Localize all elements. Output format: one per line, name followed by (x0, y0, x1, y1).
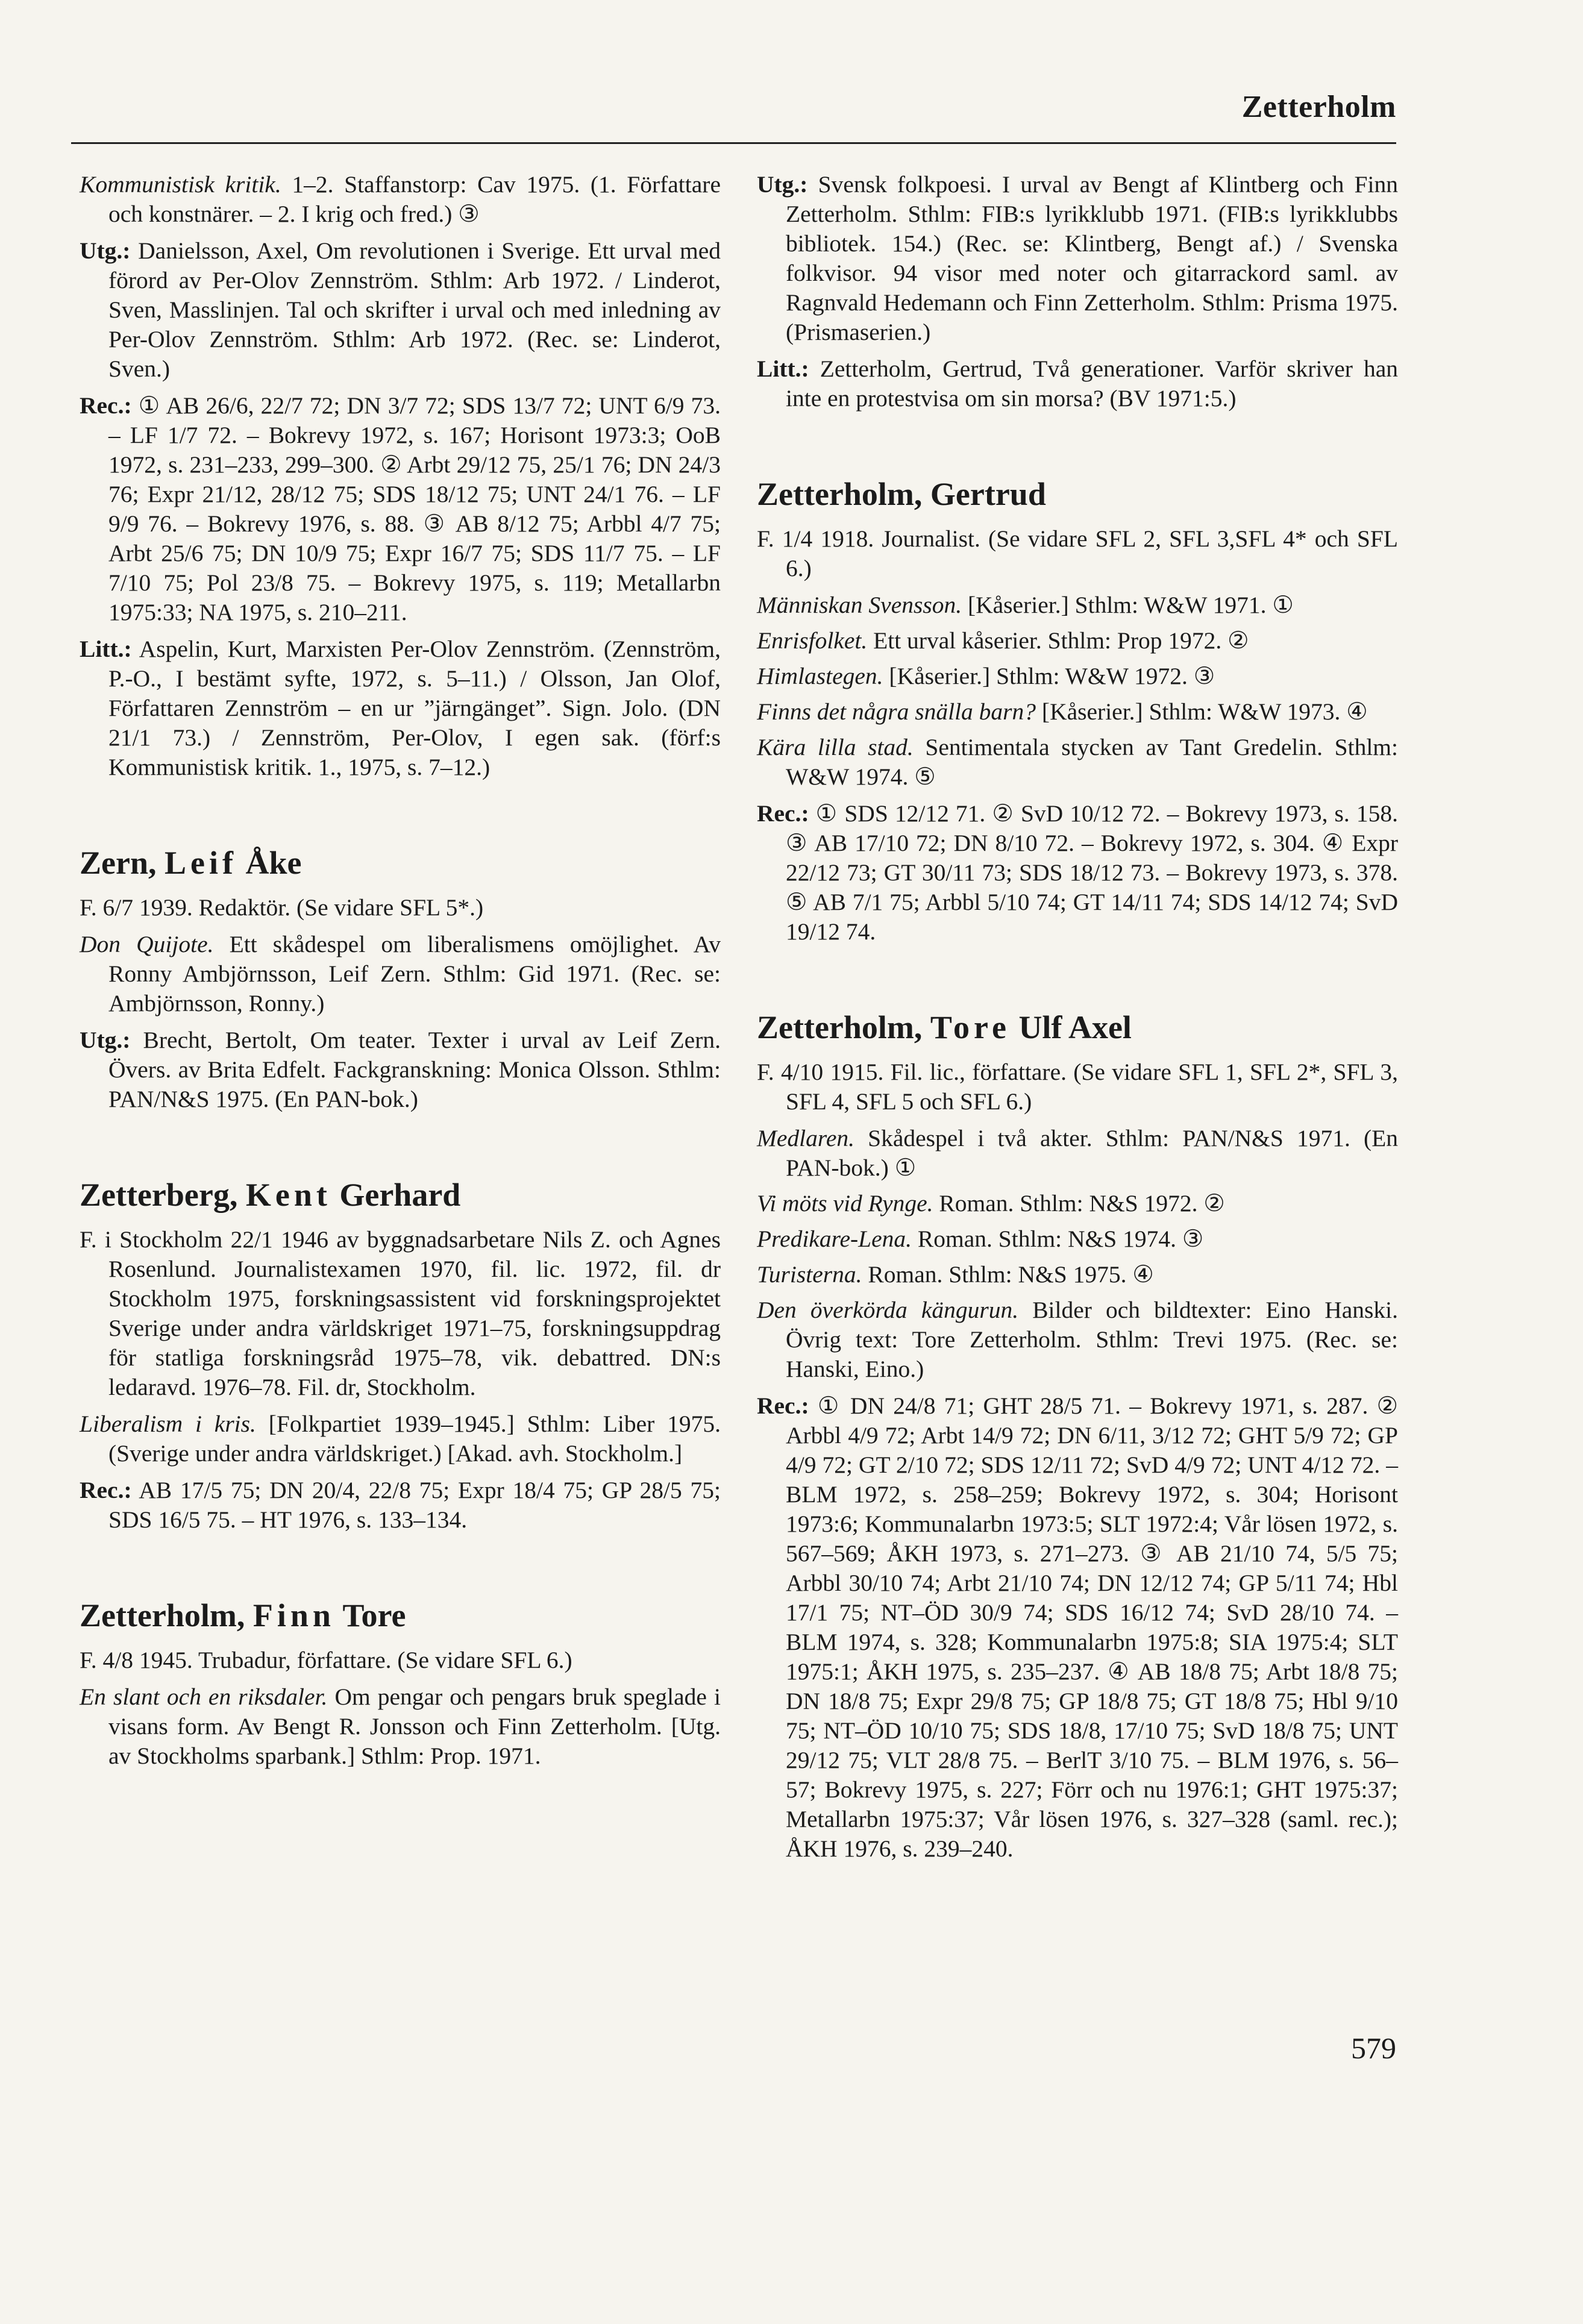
entry-text: Aspelin, Kurt, Marxisten Per-Olov Zennström. (Zennström, P.-O., I bestämt syfte, 1972, s. 5–11.) / Olsson, Jan Olof, Författaren Zennström – en ur ”järngänget”. Sign. Jolo. (DN 21/1 73.) / Zennström, Per-Olov, I egen sak. (förf:s Kommunistisk kritik. 1., 1975, s. 7–12.) (108, 636, 721, 780)
bib-entry (80, 236, 721, 384)
entry-text: Skådespel i två akter. Sthlm: PAN/N&S 1971. (En PAN-bok.) ① (786, 1125, 1398, 1181)
entry-label: Rec.: (757, 800, 809, 827)
author-heading-zetterberg (80, 1177, 721, 1213)
entry-title: Enrisfolket. (757, 627, 868, 654)
entry-text: F. 4/8 1945. Trubadur, författare. (Se vidare SFL 6.) (80, 1647, 572, 1673)
entry-title: Kära lilla stad. (757, 734, 914, 760)
entry-text: [Kåserier.] Sthlm: W&W 1971. ① (962, 592, 1294, 618)
entry-label: Litt.: (757, 355, 809, 382)
author-heading-gertrud: Zetterholm, Gertrud (757, 476, 1046, 512)
entry-title: Liberalism i kris. (80, 1411, 256, 1437)
author-given-spaced: Tore (930, 1009, 1011, 1045)
entry-text: F. 1/4 1918. Journalist. (Se vidare SFL 2, SFL 3,SFL 4* och SFL 6.) (757, 525, 1398, 581)
entry-text: Bilder och bildtexter: Eino Hanski. Övrig text: Tore Zetterholm. Sthlm: Trevi 1975. (Rec. se: Hanski, Eino.) (786, 1297, 1398, 1382)
bib-entry (757, 1295, 1398, 1384)
author-surname: Zern, (80, 845, 157, 881)
bib-entry (80, 1225, 721, 1402)
bib-entry (757, 626, 1398, 656)
author-surname: Zetterholm, (80, 1597, 245, 1633)
entry-title: Medlaren. (757, 1125, 854, 1151)
entry-label: Utg.: (757, 171, 808, 198)
author-given: Ulf Axel (1018, 1009, 1132, 1045)
author-given-spaced: Finn (252, 1597, 335, 1633)
bib-entry (757, 1260, 1398, 1289)
bib-entry (80, 930, 721, 1018)
entry-label: Rec.: (80, 1477, 132, 1503)
entry-text: AB 17/5 75; DN 20/4, 22/8 75; Expr 18/4 75; GP 28/5 75; SDS 16/5 75. – HT 1976, s. 133–134. (108, 1477, 721, 1533)
entry-title: Vi möts vid Rynge. (757, 1190, 933, 1217)
header-rule (71, 142, 1396, 144)
entry-text: Ett urval kåserier. Sthlm: Prop 1972. ② (867, 627, 1249, 654)
entry-title: Kommunistisk kritik. (80, 171, 281, 198)
entry-text: Roman. Sthlm: N&S 1974. ③ (912, 1226, 1204, 1252)
bib-entry (80, 391, 721, 627)
bib-entry (757, 170, 1398, 347)
entry-title: Turisterna. (757, 1261, 862, 1288)
entry-text: Roman. Sthlm: N&S 1972. ② (933, 1190, 1225, 1217)
author-given-spaced: Leif (165, 845, 237, 881)
entry-text: Ett skådespel om liberalismens omöjlighet. Av Ronny Ambjörnsson, Leif Zern. Sthlm: Gid 1971. (Rec. se: Ambjörnsson, Ronny.) (108, 931, 721, 1016)
entry-label: Utg.: (80, 1027, 131, 1053)
entry-title: Predikare-Lena. (757, 1226, 912, 1252)
entry-text: 1–2. Staffanstorp: Cav 1975. (1. Författare och konstnärer. – 2. I krig och fred.) ③ (108, 171, 721, 227)
entry-label: Utg.: (80, 237, 131, 264)
bib-entry (757, 1391, 1398, 1864)
entry-text: Roman. Sthlm: N&S 1975. ④ (862, 1261, 1154, 1288)
author-surname: Zetterholm, (757, 1009, 923, 1045)
entry-text: [Folkpartiet 1939–1945.] Sthlm: Liber 1975. (Sverige under andra världskriget.) [Akad. avh. Stockholm.] (108, 1411, 721, 1467)
entry-text: ① DN 24/8 71; GHT 28/5 71. – Bokrevy 1971, s. 287. ② Arbbl 4/9 72; Arbt 14/9 72; DN 6/11, 3/12 72; GHT 5/9 72; GP 4/9 72; GT 2/10 72; SDS 12/11 72; SvD 4/9 72; UNT 4/12 72. – BLM 1972, s. 258–259; Bokrevy 1972, s. 304; Horisont 1973:6; Kommunalarbn 1973:5; SLT 1972:4; Vår lösen 1972, s. 567–569; ÅKH 1973, s. 271–273. ③ AB 21/10 74, 5/5 75; Arbbl 30/10 74; Arbt 21/10 74; DN 12/12 74; GP 5/11 74; Hbl 17/1 75; NT–ÖD 30/9 74; SDS 16/12 74; SvD 28/10 74. – BLM 1974, s. 328; Kommunalarbn 1975:8; SIA 1975:4; SLT 1975:1; ÅKH 1975, s. 235–237. ④ AB 18/8 75; Arbt 18/8 75; DN 18/8 75; Expr 29/8 75; GP 18/8 75; GT 18/8 75; Hbl 9/10 75; NT–ÖD 10/10 75; SDS 18/8, 17/10 75; SvD 18/8 75; UNT 29/12 75; VLT 28/8 75. – BerlT 3/10 75. – BLM 1976, s. 56–57; Bokrevy 1975, s. 227; Förr och nu 1976:1; GHT 1975:37; Metallarbn 1975:37; Vår lösen 1976, s. 327–328 (saml. rec.); ÅKH 1976, s. 239–240. (786, 1392, 1398, 1862)
entry-label: Litt.: (80, 636, 132, 662)
entry-text: [Kåserier.] Sthlm: W&W 1973. ④ (1036, 698, 1368, 725)
entry-text: F. 4/10 1915. Fil. lic., författare. (Se vidare SFL 1, SFL 2*, SFL 3, SFL 4, SFL 5 och SFL 6.) (757, 1059, 1398, 1115)
entry-text: Om pengar och pengars bruk speglade i visans form. Av Bengt R. Jonsson och Finn Zetterholm. [Utg. av Stockholms sparbank.] Sthlm: Prop. 1971. (108, 1683, 721, 1769)
running-head: Zetterholm (1241, 90, 1396, 124)
entry-text: F. i Stockholm 22/1 1946 av byggnadsarbetare Nils Z. och Agnes Rosenlund. Journalistexamen 1970, fil. lic. 1972, fil. dr Stockholm 1975, forskningsassistent vid forskningsprojektet Sverige under andra världskriget 1971–75, forskningsuppdrag för statliga forskningsråd 1975–78, vik. debattred. DN:s ledaravd. 1976–78. Fil. dr, Stockholm. (80, 1226, 721, 1400)
entry-title: Himlastegen. (757, 663, 883, 689)
entry-text: [Kåserier.] Sthlm: W&W 1972. ③ (883, 663, 1215, 689)
author-heading-finn (80, 1597, 721, 1633)
entry-text: Brecht, Bertolt, Om teater. Texter i urval av Leif Zern. Övers. av Brita Edfelt. Fackgranskning: Monica Olsson. Sthlm: PAN/N&S 1975. (En PAN-bok.) (108, 1027, 721, 1112)
entry-text: Svensk folkpoesi. I urval av Bengt af Klintberg och Finn Zetterholm. Sthlm: FIB:s lyrikklubb 1971. (FIB:s lyrikklubbs bibliotek. 154.) (Rec. se: Klintberg, Bengt af.) / Svenska folkvisor. 94 visor med noter och gitarrackord saml. av Ragnvald Hedemann och Finn Zetterholm. Sthlm: Prisma 1975. (Prismaserien.) (786, 171, 1398, 345)
bib-entry (80, 170, 721, 229)
bib-entry (80, 1476, 721, 1535)
bib-entry (757, 354, 1398, 413)
entry-text: ① AB 26/6, 22/7 72; DN 3/7 72; SDS 13/7 72; UNT 6/9 73. – LF 1/7 72. – Bokrevy 1972, s. 167; Horisont 1973:3; OoB 1972, s. 231–233, 299–300. ② Arbt 29/12 75, 25/1 76; DN 24/3 76; Expr 21/12, 28/12 75; SDS 18/12 75; UNT 24/1 76. – LF 9/9 76. – Bokrevy 1976, s. 88. ③ AB 8/12 75; Arbbl 4/7 75; Arbt 25/6 75; DN 10/9 75; Expr 16/7 75; SDS 11/7 75. – LF 7/10 75; Pol 23/8 75. – Bokrevy 1975, s. 119; Metallarbn 1975:33; NA 1975, s. 210–211. (108, 392, 721, 625)
entry-title: Don Quijote. (80, 931, 214, 957)
bib-entry (80, 1409, 721, 1468)
bib-entry (757, 1124, 1398, 1183)
bib-entry (757, 733, 1398, 792)
entry-title: Den överkörda kängurun. (757, 1297, 1019, 1323)
bib-entry (80, 893, 721, 922)
left-column (80, 170, 721, 1778)
right-column (757, 170, 1398, 1871)
entry-title: Människan Svensson. (757, 592, 962, 618)
bib-entry (80, 1682, 721, 1771)
bib-entry (757, 1189, 1398, 1218)
bib-entry (757, 524, 1398, 583)
bib-entry (757, 1057, 1398, 1117)
bib-entry (757, 697, 1398, 727)
entry-title: Finns det några snälla barn? (757, 698, 1036, 725)
author-heading-tore (757, 1009, 1398, 1045)
entry-text: ① SDS 12/12 71. ② SvD 10/12 72. – Bokrevy 1973, s. 158. ③ AB 17/10 72; DN 8/10 72. – Bokrevy 1972, s. 304. ④ Expr 22/12 73; GT 30/11 73; SDS 18/12 73. – Bokrevy 1973, s. 378. ⑤ AB 7/1 75; Arbbl 5/10 74; GT 14/11 74; SDS 14/12 74; SvD 19/12 74. (786, 800, 1398, 945)
entry-text: Danielsson, Axel, Om revolutionen i Sverige. Ett urval med förord av Per-Olov Zennström. Sthlm: Arb 1972. / Linderot, Sven, Masslinjen. Tal och skrifter i urval och med inledning av Per-Olov Zennström. Sthlm: Arb 1972. (Rec. se: Linderot, Sven.) (108, 237, 721, 382)
entry-text: Sentimentala stycken av Tant Gredelin. Sthlm: W&W 1974. ⑤ (786, 734, 1398, 790)
entry-text: F. 6/7 1939. Redaktör. (Se vidare SFL 5*.) (80, 894, 484, 921)
bib-entry (80, 1646, 721, 1675)
author-given: Tore (342, 1597, 406, 1633)
entry-text: Zetterholm, Gertrud, Två generationer. Varför skriver han inte en protestvisa om sin morsa? (BV 1971:5.) (786, 355, 1398, 412)
entry-title: En slant och en riksdaler. (80, 1683, 328, 1710)
bib-entry (80, 1026, 721, 1114)
author-given: Gerhard (339, 1177, 461, 1213)
bib-entry (757, 590, 1398, 620)
entry-label: Rec.: (80, 392, 132, 419)
author-surname: Zetterberg, (80, 1177, 238, 1213)
author-given: Åke (245, 845, 302, 881)
page-number: 579 (1351, 2031, 1396, 2065)
bib-entry (80, 634, 721, 782)
bib-entry (757, 799, 1398, 947)
bib-entry (757, 662, 1398, 691)
bib-entry (757, 1224, 1398, 1254)
entry-label: Rec.: (757, 1392, 809, 1419)
author-given-spaced: Kent (245, 1177, 331, 1213)
author-heading-zern (80, 845, 721, 881)
